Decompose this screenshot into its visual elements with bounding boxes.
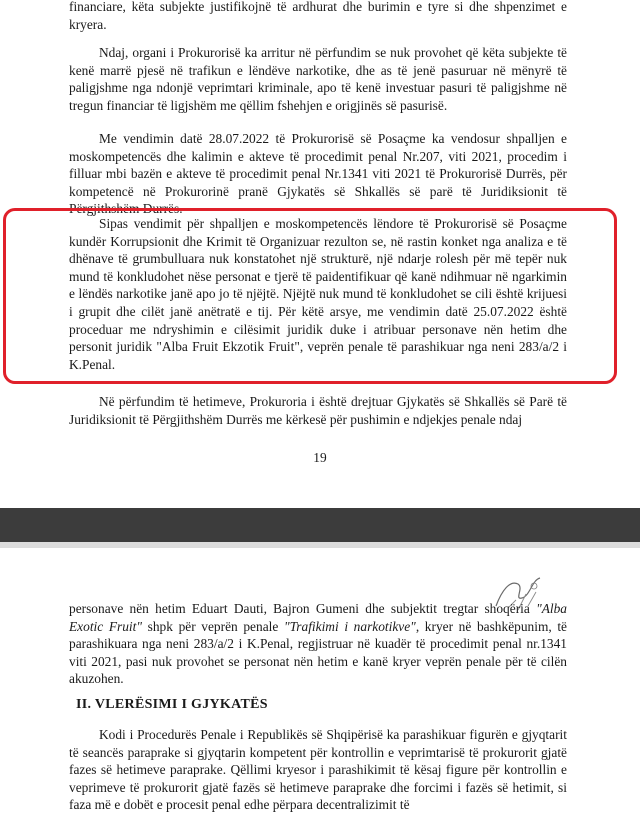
paragraph-decision-incompetence: Me vendimin datë 28.07.2022 të Prokurorisë së Posaçme ka vendosur shpalljen e moskompetencës dhe kalimin e akteve të procedimit penal Nr.207, viti 2021, procedim i filluar mbi bazën e akteve të procedimit penal Nr.1341 viti 2021 të Prokurorisë Durrës, për kompetencë në Prokurorinë pranë Gjykatës së Shkallës së parë të Juridiksionit të Përgjithshëm Durrës. xyxy=(69,131,567,217)
company-name: "Alba Exotic Fruit" xyxy=(69,601,567,634)
paragraph-end-of-investigation: Në përfundim të hetimeve, Prokuroria i është drejtuar Gjykatës së Shkallës së Parë të Juridiksionit të Përgjithshëm Durrës me kërkesë për pushimin e ndjekjes penale ndaj xyxy=(69,394,567,427)
paragraph-financial-justification: financiare, këta subjekte justifikojnë të ardhurat dhe burimin e tyre si dhe shpenzimet e kryera. xyxy=(69,0,567,32)
section-heading: II. VLERËSIMI I GJYKATËS xyxy=(76,697,268,712)
page-separator xyxy=(0,508,640,548)
paragraph-court-assessment: Kodi i Procedurës Penale i Republikës së Shqipërisë ka parashikuar figurën e gjyqtarit të seancës paraprake si gjyqtarin kompetent për kontrollin e veprimtarisë të prokurorit gjatë fazes së hetimeve paraprake. Qëllimi kryesor i parashikimit të kësaj figure për kontrollin e veprimeve të prokurorit gjatë fazës së hetimeve paraprake dhe forcimi i fazës së hetimit, si faza më e dobët e procesit penal edhe përpara decentralizimit të xyxy=(69,727,567,813)
paragraph-continuation: personave nën hetim Eduart Dauti, Bajron Gumeni dhe subjektit tregtar shoqëria "Alba Exotic Fruit" shpk për veprën penale "Trafikimi i narkotikve", kryer në bashkëpunim, të parashikuara nga neni 283/a/2 i K.Penal, regjistruar në kuadër të procedimit penal nr.1341 viti 2021, pasi nuk provohet se personat nën hetim e kanë kryer veprën penale për të cilën akuzohen. xyxy=(69,601,568,687)
paragraph-prosecution-conclusion: Ndaj, organi i Prokurorisë ka arritur në përfundim se nuk provohet që këta subjekte të kenë marrë pjesë në trafikun e lëndëve narkotike, dhe as të jenë pasuruar në mënyrë të paligjshme nga ndonjë veprimtari kriminale, apo të kenë investuar pasuri të paligjshme në tregun financiar të ligjshëm me qëllim fshehjen e origjinës së pasurisë. xyxy=(69,45,567,113)
offense-name: "Trafikimi i narkotikve" xyxy=(283,618,416,634)
page-number: 19 xyxy=(313,450,327,465)
paragraph-highlighted-decision: Sipas vendimit për shpalljen e moskompetencës lëndore të Prokurorisë së Posaçme kundër Korrupsionit dhe Krimit të Organizuar rezulton se, në rastin konket nga analiza e të dhënave të grumbulluara nuk konstatohet një strukturë, një ndarje rolesh për më tepër nuk mund të konkludohet nëse personat e tjerë të paidentifikuar që kanë ndihmuar në ngarkimin e lëndës narkotike janë apo jo të njëjtë. Njëjtë nuk mund të konkludohet se cili është krijuesi i grupit dhe cilët janë anëtratë e tij. Për këtë arsye, me vendimin datë 25.07.2022 është proceduar me ndryshimin e cilësimit juridik duke i atribuar personave nën hetim dhe personit juridik "Alba Fruit Ekzotik Fruit", veprën penale të parashikuar nga neni 283/a/2 i K.Penal. xyxy=(69,216,567,372)
